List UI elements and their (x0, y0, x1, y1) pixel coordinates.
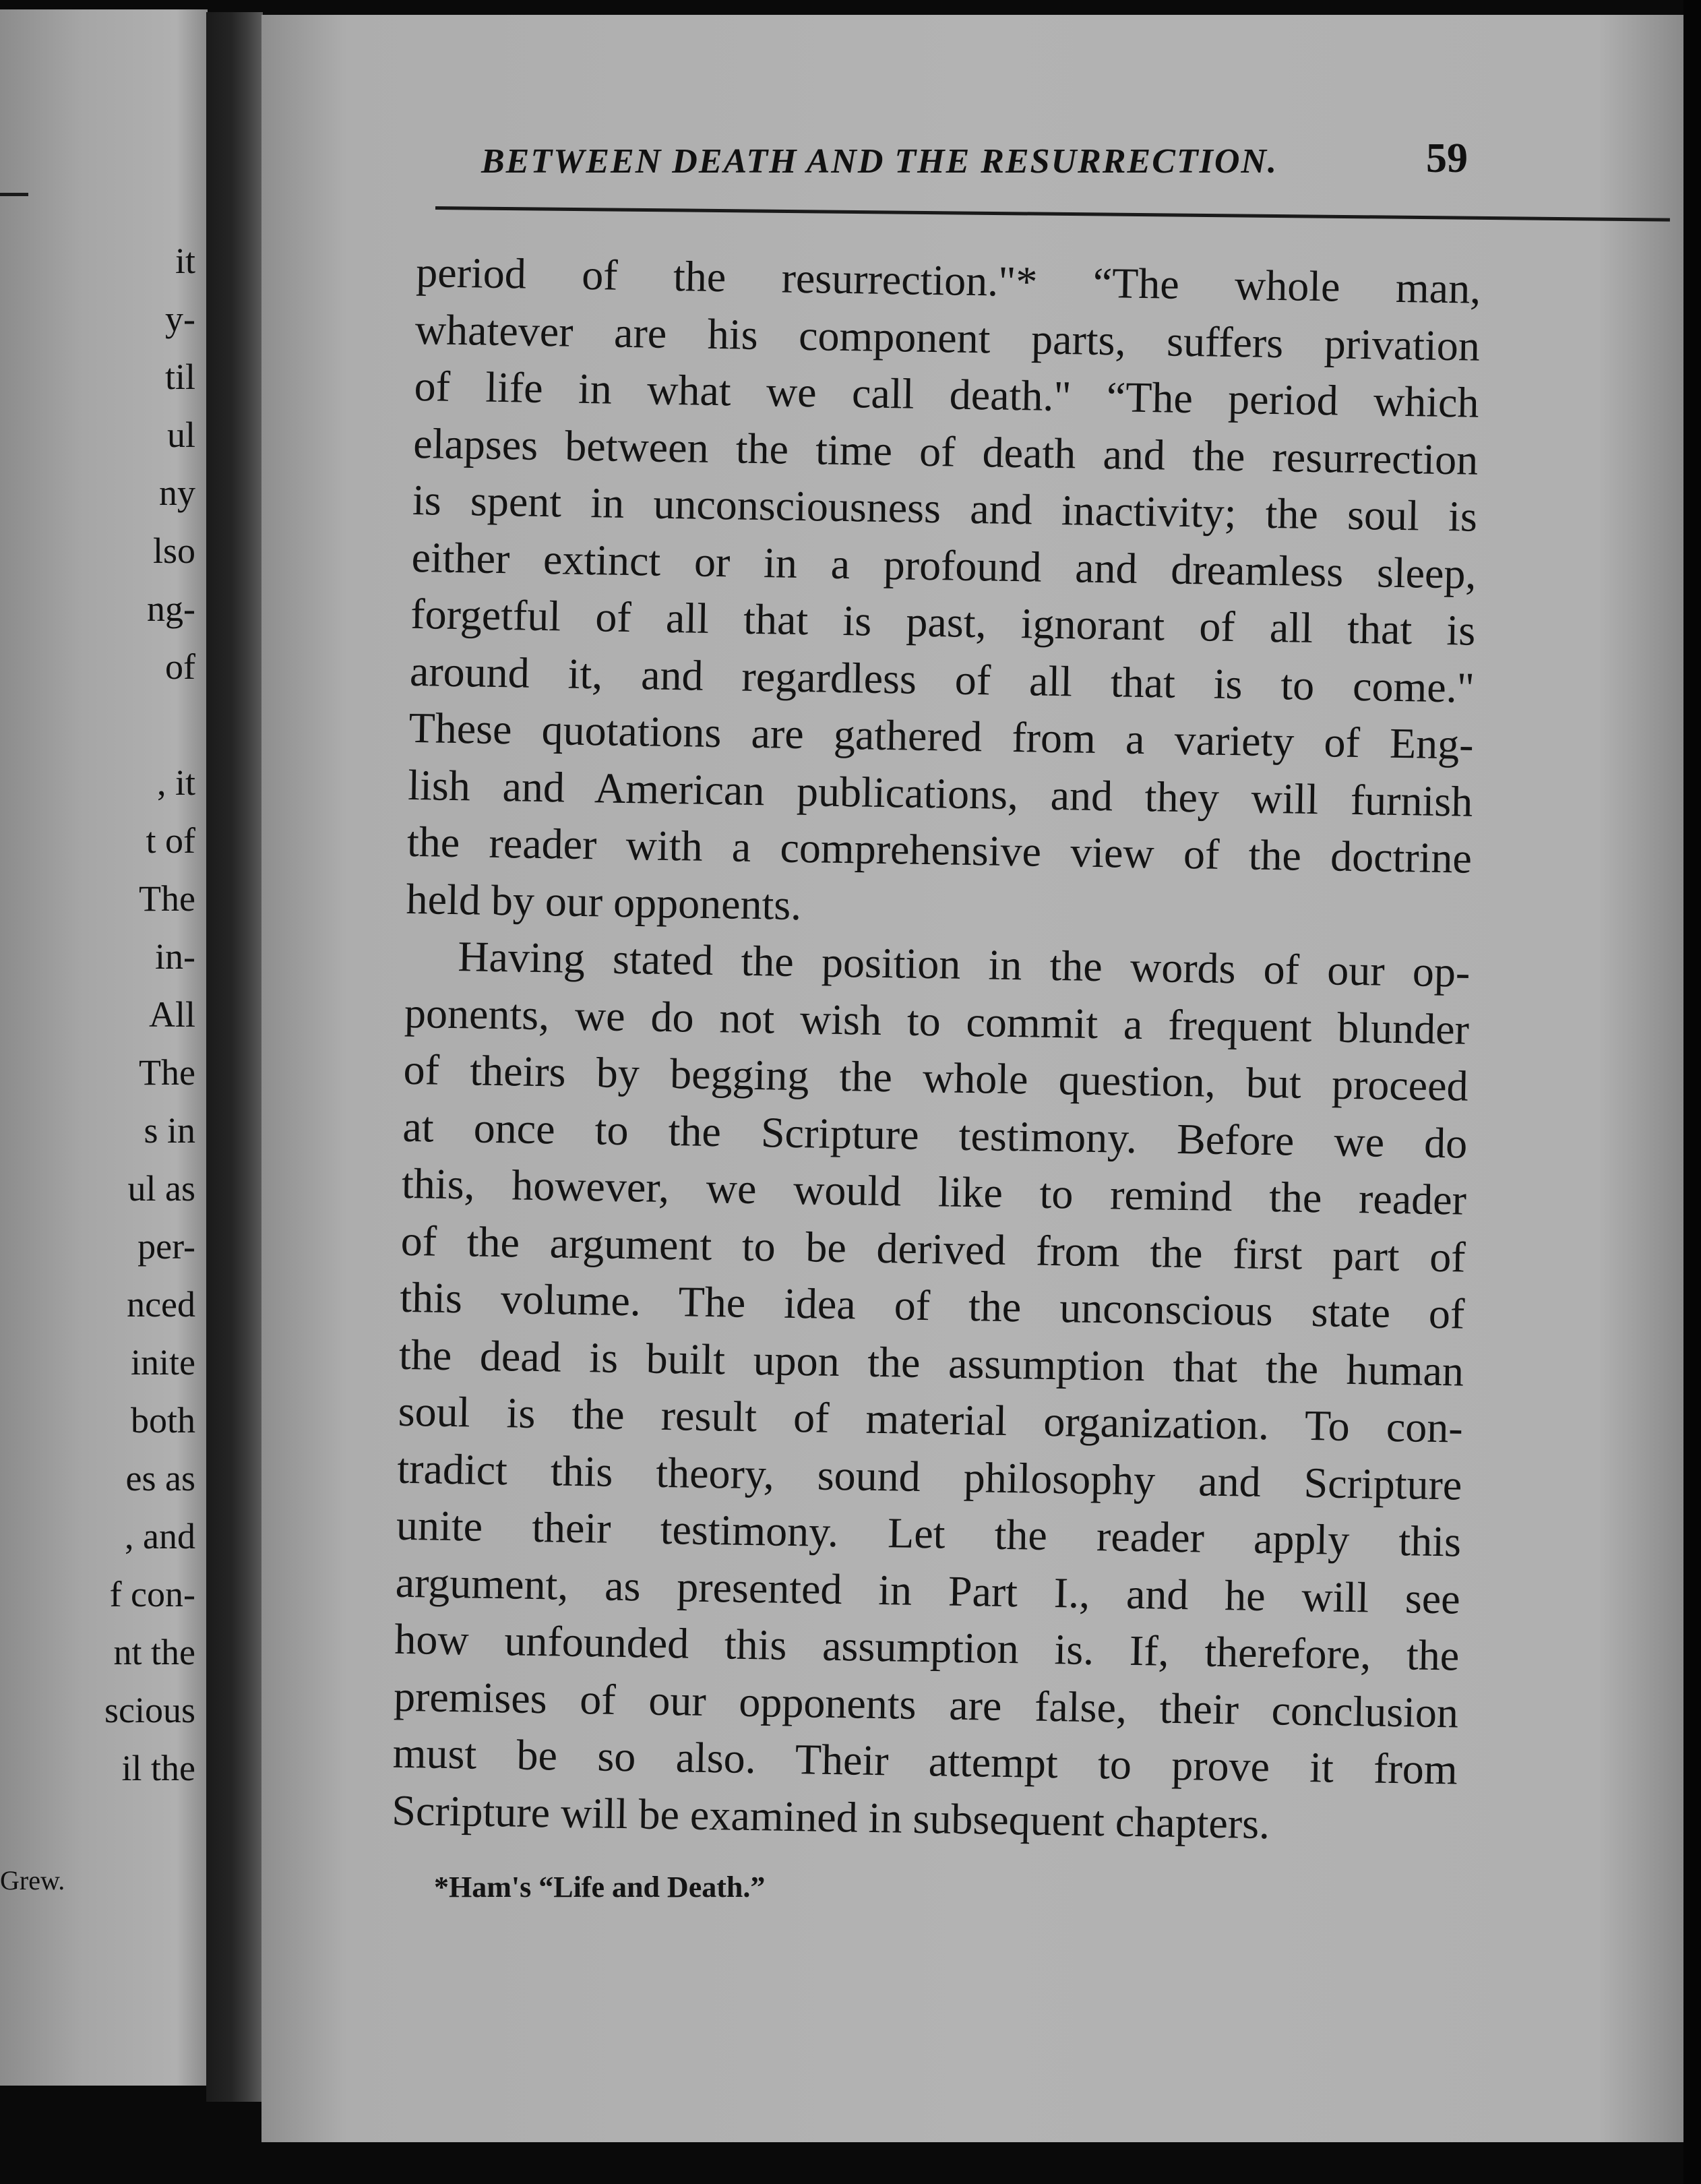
facing-page-line: nt the (113, 1632, 195, 1672)
text-line: around it, and regardless of all that is to come." (409, 646, 1475, 712)
facing-page-line (0, 696, 195, 754)
text-line: held by our opponents. (406, 874, 802, 929)
text-line: premises of our opponents are false, their conclusion (393, 1672, 1459, 1737)
facing-page-line: s in (144, 1110, 195, 1151)
text-line: must be so also. Their attempt to prove it from (392, 1728, 1458, 1794)
text-line: argument, as presented in Part I., and he will see (395, 1558, 1461, 1623)
text-line: either extinct or in a profound and dreamless sleep, (411, 533, 1477, 598)
facing-page-line: , and (125, 1516, 195, 1556)
facing-page-line: of (165, 646, 195, 687)
facing-page-line: lso (152, 530, 195, 571)
facing-page-line: ul as (127, 1168, 195, 1209)
facing-page-line: All (148, 994, 195, 1035)
facing-page-line: f con- (109, 1574, 195, 1614)
text-line: at once to the Scripture testimony. Before we do (402, 1102, 1468, 1167)
text-line: of theirs by begging the whole question, but proceed (403, 1045, 1469, 1110)
text-line: this, however, we would like to remind the reader (401, 1159, 1467, 1224)
page-number: 59 (1426, 135, 1468, 181)
text-line: whatever are his component parts, suffers privation (414, 305, 1481, 370)
scan-edge (1683, 0, 1701, 2184)
facing-page-text (0, 232, 195, 1797)
text-line: period of the resurrection."* “The whole man, (415, 247, 1481, 313)
facing-page-line: The (139, 1052, 195, 1093)
text-line: the dead is built upon the assumption that the human (398, 1330, 1464, 1395)
text-line: elapses between the time of death and the resurrection (412, 419, 1479, 484)
text-line: of life in what we call death." “The period which (414, 361, 1480, 427)
facing-page-line: ny (159, 473, 195, 513)
facing-page-line: til (164, 357, 195, 397)
text-line: lish and American publications, and they will furnish (407, 760, 1473, 826)
footnote: *Ham's “Life and Death.” (434, 1871, 766, 1904)
text-line: soul is the result of material organization. To con- (398, 1387, 1464, 1452)
facing-page-line: it (175, 241, 195, 281)
text-line: Scripture will be examined in subsequent chapters. (391, 1786, 1270, 1848)
facing-page-rule (0, 193, 28, 196)
facing-page-line: y- (165, 299, 195, 339)
facing-page-line: es as (125, 1458, 195, 1498)
text-line: is spent in unconsciousness and inactivity; the soul is (412, 475, 1478, 541)
facing-page-line: t of (146, 820, 195, 861)
book-page (261, 15, 1683, 2142)
body-text (392, 244, 1481, 1856)
text-line: how unfounded this assumption is. If, therefore, the (394, 1614, 1460, 1680)
facing-page-line: , it (156, 762, 195, 803)
text-line: Having stated the position in the words of our op- (457, 932, 1471, 996)
facing-page-line: per- (137, 1226, 195, 1267)
facing-page-line: in- (155, 936, 195, 977)
facing-page-line: scious (104, 1690, 195, 1730)
text-line: forgetful of all that is past, ignorant of all that is (410, 589, 1476, 655)
facing-page-line: ng- (147, 588, 195, 629)
text-line: of the argument to be derived from the first part of (400, 1216, 1466, 1281)
text-line: unite their testimony. Let the reader apply this (396, 1500, 1462, 1566)
facing-page-line: both (130, 1400, 195, 1440)
text-line: tradict this theory, sound philosophy and Scripture (396, 1444, 1462, 1509)
text-line: the reader with a comprehensive view of the doctrine (406, 817, 1473, 882)
facing-page-line: inite (131, 1342, 195, 1383)
facing-page-line: nced (127, 1284, 195, 1325)
facing-page-line: The (139, 878, 195, 919)
book-gutter (206, 12, 263, 2102)
facing-page-line: il the (121, 1748, 195, 1788)
running-head: BETWEEN DEATH AND THE RESURRECTION. (481, 142, 1278, 181)
page-header (261, 15, 1683, 217)
facing-page-footnote: Grew. (0, 1865, 65, 1895)
text-line: These quotations are gathered from a variety of Eng- (408, 703, 1475, 768)
text-line: this volume. The idea of the unconscious state of (399, 1273, 1465, 1338)
facing-page-line: ul (166, 415, 195, 455)
facing-page-fragment (0, 9, 208, 2086)
text-line: ponents, we do not wish to commit a frequent blunder (404, 988, 1470, 1054)
